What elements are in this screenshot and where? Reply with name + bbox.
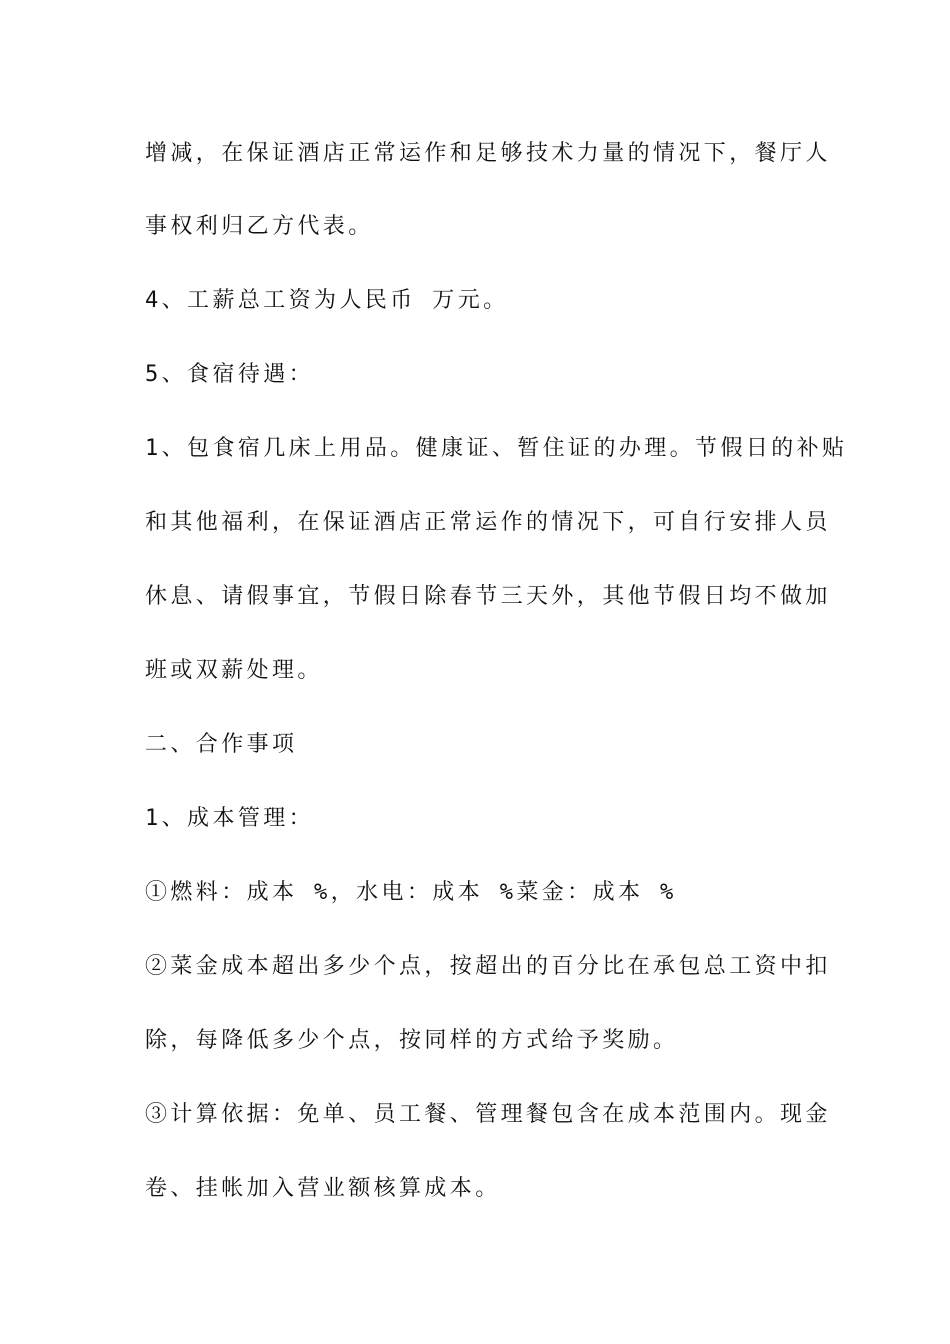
text-line-5: 1、包食宿几床上用品。健康证、暂住证的办理。节假日的补贴 — [145, 436, 848, 461]
text-line-10: 1、成本管理： — [145, 806, 315, 831]
text-line-4: 5、食宿待遇： — [145, 362, 315, 387]
text-line-3: 4、工薪总工资为人民币 万元。 — [145, 288, 509, 313]
text-line-14: ③计算依据：免单、员工餐、管理餐包含在成本范围内。现金 — [145, 1102, 831, 1127]
text-line-15: 卷、挂帐加入营业额核算成本。 — [145, 1176, 501, 1201]
text-line-13: 除，每降低多少个点，按同样的方式给予奖励。 — [145, 1028, 679, 1053]
text-line-6: 和其他福利，在保证酒店正常运作的情况下，可自行安排人员 — [145, 510, 831, 535]
text-line-12: ②菜金成本超出多少个点，按超出的百分比在承包总工资中扣 — [145, 954, 831, 979]
text-line-8: 班或双薪处理。 — [145, 658, 323, 683]
text-line-7: 休息、请假事宜，节假日除春节三天外，其他节假日均不做加 — [145, 584, 831, 609]
text-line-2: 事权利归乙方代表。 — [145, 214, 374, 239]
text-line-1: 增减，在保证酒店正常运作和足够技术力量的情况下，餐厅人 — [145, 141, 831, 166]
text-line-11: ①燃料：成本 %，水电：成本 %菜金：成本 % — [145, 880, 677, 905]
text-line-9: 二、合作事项 — [145, 732, 298, 757]
